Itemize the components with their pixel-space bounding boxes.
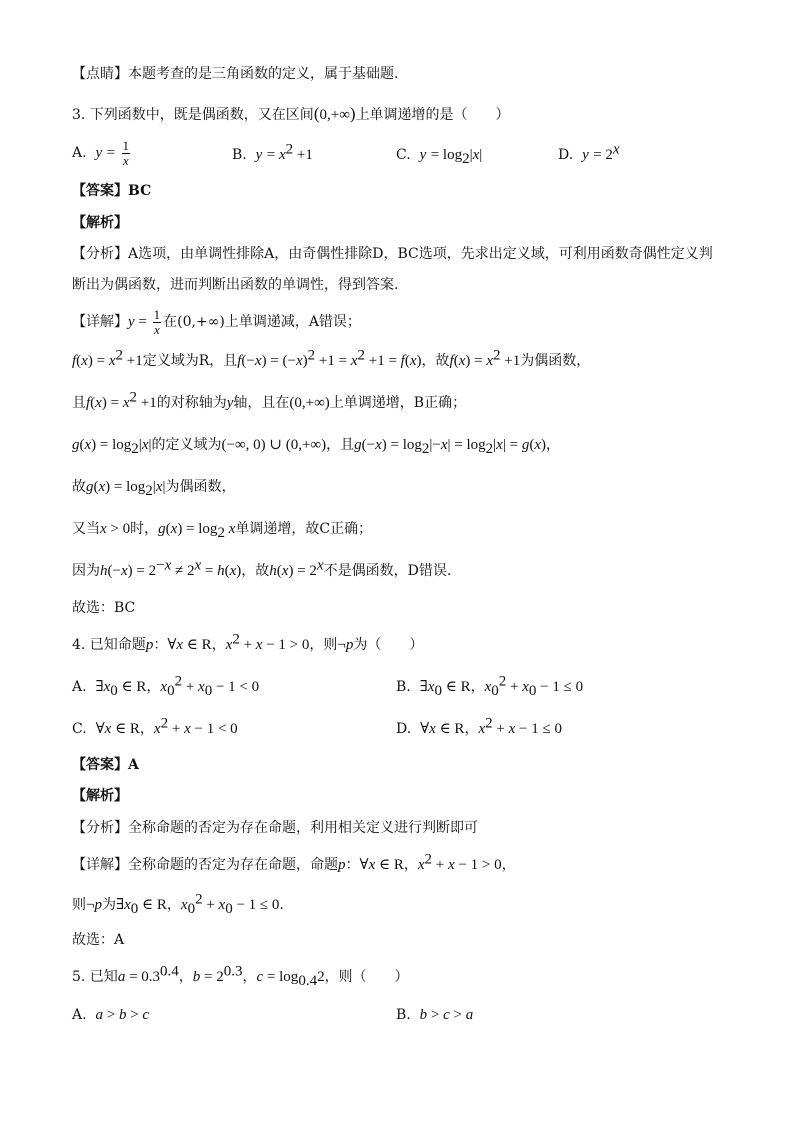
q3-option-d: D. $y = 2^x$	[558, 141, 620, 163]
q3-fenxi-2: 断出为偶函数，进而判断出函数的单调性，得到答案.	[72, 277, 399, 293]
q4-answer: 【答案】A	[72, 757, 139, 773]
q3-option-c: C. $y = \log_2|x|$	[396, 147, 483, 167]
q4-guxuan: 故选：A	[72, 932, 125, 948]
q3-stem: 3. 下列函数中，既是偶函数，又在区间(0,+∞)上单调递增的是（ ）	[72, 104, 510, 123]
q3-fenxi-1: 【分析】A选项，由单调性排除A，由奇偶性排除D，BC选项，先求出定义域，可利用函数奇偶性定义判	[72, 246, 713, 262]
q3-c-line-1: $g(x) = \log_2|x|$的定义域为(−∞, 0) ∪ (0,+∞)，且$g(-x) = \log_2|-x| = \log_2|x| = g(x)$，	[72, 437, 560, 457]
q4-fenxi: 【分析】全称命题的否定为存在命题，利用相关定义进行判断即可	[72, 820, 478, 836]
q4-option-c: C. ∀x ∈ R，$x^2 + x - 1 < 0$	[72, 715, 238, 737]
q4-option-a: A. $\exists x_0$ ∈ R，$x_0^2 + x_0 - 1 < 0$	[72, 673, 260, 699]
q4-xiangjie: 【详解】全称命题的否定为存在命题，命题p：∀x ∈ R，$x^2 + x - 1 > 0$，	[72, 851, 516, 873]
q4-stem: 4. 已知命题p：∀x ∈ R，$x^2 + x - 1 > 0$，则¬p为（ ）	[72, 631, 424, 653]
q3-option-b: B. $y = x^2 +1$	[232, 141, 313, 163]
q3-xiangjie-1: 【详解】y = $\frac{1}{x}$ 在(0,+∞)上单调递减，A错误；	[72, 307, 361, 337]
q5-option-a: A. a > b > c	[72, 1007, 150, 1023]
q5-option-b: B. b > c > a	[396, 1007, 474, 1023]
dianjing-line: 【点睛】本题考查的是三角函数的定义，属于基础题.	[72, 66, 399, 82]
q3-option-a: A. y = $\frac{1}{x}$	[72, 138, 130, 168]
q3-jiexi: 【解析】	[72, 215, 128, 231]
q4-option-d: D. ∀x ∈ R，$x^2 + x - 1 \le 0$	[396, 715, 562, 737]
q4-jiexi: 【解析】	[72, 788, 128, 804]
q4-option-b: B. $\exists x_0$ ∈ R，$x_0^2 + x_0 - 1 \le 0$	[396, 673, 584, 699]
q3-b-line-2: 且$f(x) = x^2 +1$的对称轴为y轴，且在(0,+∞)上单调递增，B正确；	[72, 389, 467, 411]
q3-guxuan: 故选：BC	[72, 600, 136, 616]
q3-answer: 【答案】BC	[72, 183, 152, 199]
q5-stem: 5. 已知$a = 0.3^{0.4}$，$b = 2^{0.3}$，$c = \log_{0.4}2$，则（ ）	[72, 963, 409, 989]
q3-b-line-1: $f(x) = x^2 +1$定义域为R，且$f(-x) = (-x)^2 +1 = x^2 +1 = f(x)$，故$f(x) = x^2 +1$为偶函数，	[72, 347, 591, 369]
q3-c-line-2: 故$g(x) = \log_2|x|$为偶函数，	[72, 479, 236, 499]
q3-d-line: 因为$h(-x) = 2^{-x} \ne 2^x = h(x)$，故$h(x) = 2^x$不是偶函数，D错误.	[72, 557, 452, 579]
q3-c-line-3: 又当x > 0时，$g(x) = \log_2 x$单调递增，故C正确；	[72, 521, 373, 541]
q4-negation: 则¬p为$\exists x_0$ ∈ R，$x_0^2 + x_0 - 1 \le 0$.	[72, 891, 284, 917]
